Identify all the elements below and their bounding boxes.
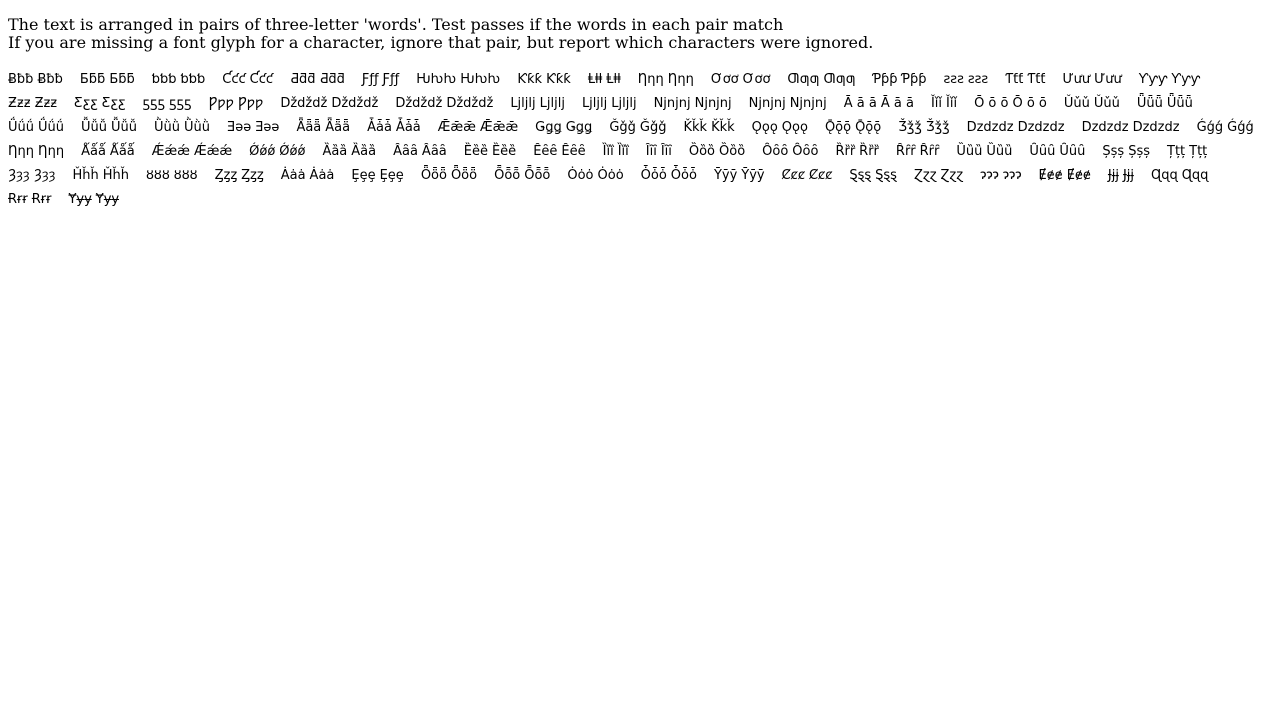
pair-word-2: Ȍȍȍ (719, 144, 746, 159)
pair-word-2: ɂɂɂ (1002, 168, 1022, 183)
pair-word-2: Ƕƕƕ (460, 72, 501, 87)
pair-word-1: Njnjnj (748, 96, 786, 111)
pair-word-1: Ƶƶƶ (8, 96, 31, 111)
pair-word-1: Ǻǻǻ (81, 144, 106, 159)
pair-word-1: Ɏɏɏ (68, 192, 92, 207)
pair-word-1: Ƒƒƒ (361, 72, 379, 87)
pair-word-1: Ɉɉɉ (1107, 168, 1119, 183)
glyph-pair (849, 164, 897, 188)
glyph-pair (152, 140, 232, 164)
pair-word-2: Ǫǫǫ (781, 120, 808, 135)
pair-word-2: Ȭȭȭ (524, 168, 551, 183)
pair-word-1: Ȍȍȍ (688, 144, 716, 159)
pair-word-1: Ȗȗȗ (1029, 144, 1056, 159)
pair-word-2: Ǧǧǧ (639, 120, 667, 135)
pair-word-1: Ǔǔǔ (1063, 96, 1090, 111)
glyph-pair (787, 68, 855, 92)
glyph-pair (351, 164, 403, 188)
pair-word-2: Dždždž (331, 96, 379, 111)
glyph-pair (782, 164, 833, 188)
pair-word-2: Ƥƥƥ (901, 72, 927, 87)
pair-word-1: Dzdzdz (1081, 120, 1129, 135)
glyph-pair (711, 68, 771, 92)
pair-word-2: Ɍɍɍ (31, 192, 52, 207)
pair-word-1: Ƌƌƌ (290, 72, 316, 87)
glyph-pair (588, 68, 621, 92)
pair-word-1: Ⱡⱡⱡ (587, 72, 603, 87)
pair-word-2: Ǿǿǿ (279, 144, 306, 159)
glyph-pair (362, 68, 399, 92)
pair-word-1: Ȕȕȕ (956, 144, 983, 159)
glyph-pair (80, 68, 135, 92)
glyph-pair (654, 92, 732, 116)
pair-word-1: Dzdzdz (966, 120, 1014, 135)
pair-word-1: Ƿƿƿ (208, 96, 234, 111)
glyph-pair (752, 116, 808, 140)
instruction-line-2: If you are missing a font glyph for a character, ignore that pair, but report which characters were ignored. (8, 33, 874, 52)
glyph-pair (1167, 140, 1207, 164)
glyph-pair (844, 92, 914, 116)
pair-word-1: Ƞƞƞ (637, 72, 664, 87)
pair-word-2: Ǭǭǭ (855, 120, 882, 135)
pair-word-2: ƨƨƨ (967, 72, 989, 87)
pair-word-2: Ȝȝȝ (33, 168, 56, 183)
pair-word-1: Ǣǣǣ (437, 120, 476, 135)
pair-word-2: Ƙƙƙ (546, 72, 571, 87)
glyph-pair (638, 68, 694, 92)
pair-word-2: Ǖǖǖ (1166, 96, 1193, 111)
pair-word-2: Ƴƴƴ (1171, 72, 1201, 87)
instruction-line-1: The text is arranged in pairs of three-letter 'words'. Test passes if the words in each pair match (8, 15, 784, 34)
pair-word-2: Ō ō ō (1012, 96, 1047, 111)
pair-word-1: Njnjnj (653, 96, 691, 111)
glyph-pair (322, 140, 376, 164)
pair-word-1: Ǥǥǥ (535, 120, 562, 135)
pair-word-1: Ƹƹƹ (74, 96, 98, 111)
glyph-pair (896, 140, 939, 164)
pair-word-1: Ȼȼȼ (781, 168, 805, 183)
pair-word-1: Ȁȁȁ (322, 144, 348, 159)
pair-word-2: Ǝǝǝ (255, 120, 280, 135)
pair-word-2: Ƒƒƒ (382, 72, 400, 87)
pair-word-1: Ƣƣƣ (787, 72, 820, 87)
pair-word-1: Ɍɍɍ (8, 192, 28, 207)
glyph-pair (1197, 116, 1254, 140)
pair-word-1: Ȧȧȧ (280, 168, 306, 183)
pair-word-2: Ā ā ā (880, 96, 914, 111)
pair-word-1: Ǫǫǫ (751, 120, 778, 135)
pair-word-1: Ȿȿȿ (849, 168, 872, 183)
pair-word-1: Dždždž (280, 96, 328, 111)
glyph-pair (567, 164, 623, 188)
glyph-pair (1108, 164, 1134, 188)
glyph-pair (914, 164, 963, 188)
glyph-pair (8, 68, 63, 92)
pair-word-2: Ɏɏɏ (95, 192, 120, 207)
pair-word-2: Ǟǟǟ (325, 120, 351, 135)
glyph-pair (1029, 140, 1085, 164)
glyph-pair (683, 116, 734, 140)
glyph-pair (72, 164, 129, 188)
pair-word-1: Ljljlj (510, 96, 536, 111)
pair-word-2: Ǥǥǥ (565, 120, 593, 135)
pair-word-2: Ưưư (1094, 72, 1122, 87)
pair-word-2: Ƞƞƞ (38, 144, 65, 159)
glyph-pair (1139, 68, 1200, 92)
pair-word-2: Ȗȗȗ (1059, 144, 1086, 159)
glyph-pair (68, 188, 119, 212)
pair-word-2: Ƃƃƃ (109, 72, 135, 87)
pair-word-2: Ȿȿȿ (875, 168, 897, 183)
glyph-pair (646, 140, 672, 164)
glyph-pair (464, 140, 516, 164)
pair-word-1: Ō ō ō (974, 96, 1009, 111)
pair-word-2: Ȱȱȱ (670, 168, 697, 183)
glyph-pair (152, 68, 206, 92)
pair-word-2: Ǐǐǐ (946, 96, 958, 111)
glyph-pair (1102, 140, 1150, 164)
glyph-pair (1082, 116, 1180, 140)
pair-word-1: Dždždž (395, 96, 443, 111)
glyph-pair (835, 140, 878, 164)
pair-word-2: Ȟȟȟ (102, 168, 129, 183)
pair-word-2: Ǯǯǯ (925, 120, 950, 135)
pair-word-2: Ǜǜǜ (184, 120, 210, 135)
pair-word-1: Ȥȥȥ (214, 168, 238, 183)
instructions (8, 16, 1272, 52)
glyph-pair (81, 140, 135, 164)
pair-word-1: ƨƨƨ (943, 72, 964, 87)
glyph-pair (1137, 92, 1193, 116)
glyph-pair (762, 140, 818, 164)
glyph-pair (227, 116, 279, 140)
pair-word-2: ƽƽƽ (169, 96, 192, 111)
pair-word-2: Ǵǵǵ (1227, 120, 1254, 135)
pair-word-2: Ƣƣƣ (823, 72, 856, 87)
pair-word-1: Ǵǵǵ (1196, 120, 1224, 135)
pair-word-1: Ȑȑȑ (835, 144, 856, 159)
pair-word-1: Ȇȇȇ (533, 144, 558, 159)
pair-word-1: Ǖǖǖ (1136, 96, 1163, 111)
glyph-pair (535, 116, 592, 140)
pair-word-1: ɂɂɂ (980, 168, 999, 183)
glyph-pair (609, 116, 666, 140)
pair-word-1: Ƙƙƙ (517, 72, 543, 87)
pair-word-2: Ƞƞƞ (667, 72, 694, 87)
pair-word-2: Ȫȫȫ (450, 168, 478, 183)
glyph-pair (146, 164, 198, 188)
pair-word-2: Ɀɀɀ (940, 168, 964, 183)
pair-word-2: ƅƅƅ (180, 72, 206, 87)
pair-word-1: Ƀƀƀ (8, 72, 34, 87)
glyph-pair (510, 92, 565, 116)
pair-word-2: Ƶƶƶ (34, 96, 58, 111)
glyph-pair (533, 140, 585, 164)
pair-word-2: Ȳȳȳ (741, 168, 765, 183)
pair-word-1: Ǝǝǝ (227, 120, 252, 135)
pair-word-2: Ƈƈƈ (249, 72, 274, 87)
pair-word-2: Ɋɋɋ (1181, 168, 1209, 183)
glyph-pair (280, 92, 378, 116)
pair-word-2: Ȑȑȑ (859, 144, 879, 159)
pair-word-1: Ǘǘǘ (8, 120, 34, 135)
pair-word-2: Ƭƭƭ (1027, 72, 1046, 87)
pair-word-2: Ȧȧȧ (309, 168, 335, 183)
glyph-pair (367, 116, 421, 140)
pair-word-2: Ơơơ (742, 72, 771, 87)
glyph-pair (517, 68, 571, 92)
pair-word-2: Ǘǘǘ (38, 120, 64, 135)
glyph-pair (143, 92, 192, 116)
glyph-pair (931, 92, 957, 116)
pair-word-1: Ȫȫȫ (420, 168, 447, 183)
glyph-pair (956, 140, 1012, 164)
glyph-pair (209, 92, 264, 116)
pair-word-1: Ȳȳȳ (713, 168, 738, 183)
pair-word-2: Ȼȼȼ (808, 168, 833, 183)
pair-word-2: Ljljlj (539, 96, 565, 111)
pair-word-2: Ȏȏȏ (792, 144, 819, 159)
pair-word-1: Ȝȝȝ (8, 168, 30, 183)
pair-word-2: Ȉȉȉ (617, 144, 629, 159)
pair-word-1: Ƴƴƴ (1138, 72, 1168, 87)
pair-word-2: ȣȣȣ (173, 168, 198, 183)
pair-word-2: Ȃȃȃ (421, 144, 447, 159)
pair-word-1: Ƃƃƃ (79, 72, 106, 87)
glyph-pair (8, 116, 64, 140)
pair-word-1: Țțț (1167, 144, 1186, 159)
pair-word-2: Ǣǣǣ (479, 120, 519, 135)
pair-word-1: ƅƅƅ (151, 72, 177, 87)
glyph-pair (1038, 164, 1090, 188)
pair-word-2: Ɉɉɉ (1122, 168, 1135, 183)
test-page (0, 0, 1280, 212)
pair-word-2: Dzdzdz (1132, 120, 1180, 135)
pair-word-1: Ǧǧǧ (609, 120, 636, 135)
pair-word-1: Ǡǡǡ (367, 120, 392, 135)
pair-word-2: Ƀƀƀ (37, 72, 63, 87)
pair-word-2: Ȁȁȁ (351, 144, 377, 159)
pair-word-1: Ǿǿǿ (249, 144, 276, 159)
pair-word-2: Șșș (1128, 144, 1150, 159)
glyph-pair (8, 164, 55, 188)
glyph-pair (416, 68, 500, 92)
pair-word-2: Ȩȩȩ (379, 168, 404, 183)
pair-word-2: Ȋȋȋ (660, 144, 672, 159)
pair-word-2: Ƌƌƌ (319, 72, 345, 87)
pair-word-2: Ɇɇɇ (1066, 168, 1091, 183)
pair-word-1: Ȏȏȏ (762, 144, 789, 159)
glyph-pair (582, 92, 637, 116)
pair-word-1: Ǟǟǟ (296, 120, 322, 135)
pair-word-2: Ȕȕȕ (986, 144, 1013, 159)
pair-word-2: Ǔǔǔ (1093, 96, 1120, 111)
pair-word-2: Ȅȅȅ (491, 144, 517, 159)
pair-word-1: Ȩȩȩ (351, 168, 376, 183)
pair-word-1: ȣȣȣ (145, 168, 170, 183)
glyph-pair (290, 68, 345, 92)
pair-word-2: Ȓȓȓ (919, 144, 940, 159)
pair-word-1: Ȅȅȅ (463, 144, 488, 159)
pair-word-1: Ǽǽǽ (151, 144, 190, 159)
pair-word-2: Ȥȥȥ (241, 168, 264, 183)
glyph-pair (974, 92, 1047, 116)
pair-word-2: Ⱡⱡⱡ (606, 72, 621, 87)
pair-word-1: Șșș (1102, 144, 1125, 159)
glyph-pair (494, 164, 550, 188)
pair-word-2: Ǚǚǚ (111, 120, 137, 135)
pair-word-1: Ƭƭƭ (1005, 72, 1024, 87)
pair-word-1: Ȃȃȃ (393, 144, 418, 159)
glyph-pair (81, 116, 137, 140)
pair-word-1: Ȓȓȓ (895, 144, 916, 159)
glyph-pair (222, 68, 273, 92)
glyph-pair (438, 116, 518, 140)
pair-word-1: Ǜǜǜ (154, 120, 180, 135)
pair-word-2: Dzdzdz (1017, 120, 1065, 135)
pair-word-1: Ɀɀɀ (913, 168, 937, 183)
glyph-pair (296, 116, 350, 140)
pair-word-2: Țțț (1189, 144, 1208, 159)
glyph-pair (603, 140, 629, 164)
pair-word-1: ƽƽƽ (142, 96, 166, 111)
glyph-pair (980, 164, 1021, 188)
pair-word-2: Ȯȯȯ (597, 168, 624, 183)
pair-word-1: Ǐǐǐ (930, 96, 942, 111)
glyph-pair (8, 92, 57, 116)
pair-word-1: Ƕƕƕ (416, 72, 457, 87)
pair-word-1: Ɇɇɇ (1038, 168, 1063, 183)
pair-word-1: Ƈƈƈ (222, 72, 246, 87)
glyph-pair (1151, 164, 1208, 188)
glyph-pair (944, 68, 989, 92)
pair-word-1: Ǭǭǭ (824, 120, 852, 135)
pair-word-2: Ƹƹƹ (101, 96, 126, 111)
pair-word-1: Ǩǩǩ (683, 120, 708, 135)
pair-word-1: Ā ā ā (843, 96, 877, 111)
glyph-pair (395, 92, 493, 116)
glyph-pair (873, 68, 927, 92)
glyph-pair (714, 164, 765, 188)
pair-word-1: Ȟȟȟ (72, 168, 99, 183)
pair-word-2: Ǻǻǻ (109, 144, 135, 159)
pair-word-2: Njnjnj (694, 96, 732, 111)
pair-word-2: Ǡǡǡ (395, 120, 421, 135)
glyph-pair (393, 140, 447, 164)
glyph-pair (689, 140, 745, 164)
glyph-pair (825, 116, 881, 140)
glyph-pair (1064, 92, 1120, 116)
glyph-pair (154, 116, 210, 140)
glyph-pair (1062, 68, 1121, 92)
glyph-pair (749, 92, 827, 116)
pair-word-2: Ȇȇȇ (561, 144, 586, 159)
glyph-pair (8, 188, 51, 212)
pair-word-1: Ưưư (1062, 72, 1091, 87)
pair-word-1: Ȋȋȋ (645, 144, 657, 159)
pair-word-1: Ljljlj (581, 96, 608, 111)
glyph-pair (281, 164, 335, 188)
glyph-pair (898, 116, 949, 140)
pair-word-1: Ȱȱȱ (640, 168, 667, 183)
pair-word-1: Ǚǚǚ (81, 120, 107, 135)
pair-word-1: Ȉȉȉ (602, 144, 614, 159)
glyph-pair (641, 164, 697, 188)
glyph-pair (8, 140, 64, 164)
glyph-pairs (8, 68, 1272, 212)
glyph-pair (967, 116, 1065, 140)
pair-word-2: Njnjnj (789, 96, 827, 111)
pair-word-2: Ǩǩǩ (711, 120, 735, 135)
pair-word-1: Ɋɋɋ (1151, 168, 1178, 183)
glyph-pair (215, 164, 264, 188)
pair-word-1: Ȯȯȯ (567, 168, 594, 183)
glyph-pair (249, 140, 305, 164)
pair-word-2: Ƿƿƿ (237, 96, 264, 111)
pair-word-1: Ơơơ (710, 72, 739, 87)
pair-word-2: Dždždž (446, 96, 494, 111)
glyph-pair (74, 92, 125, 116)
glyph-pair (421, 164, 477, 188)
pair-word-2: Ǽǽǽ (193, 144, 233, 159)
pair-word-1: Ǯǯǯ (898, 120, 922, 135)
pair-word-1: Ȭȭȭ (494, 168, 521, 183)
pair-word-1: Ƞƞƞ (8, 144, 35, 159)
pair-word-1: Ƥƥƥ (872, 72, 898, 87)
pair-word-2: Ljljlj (611, 96, 637, 111)
glyph-pair (1005, 68, 1045, 92)
